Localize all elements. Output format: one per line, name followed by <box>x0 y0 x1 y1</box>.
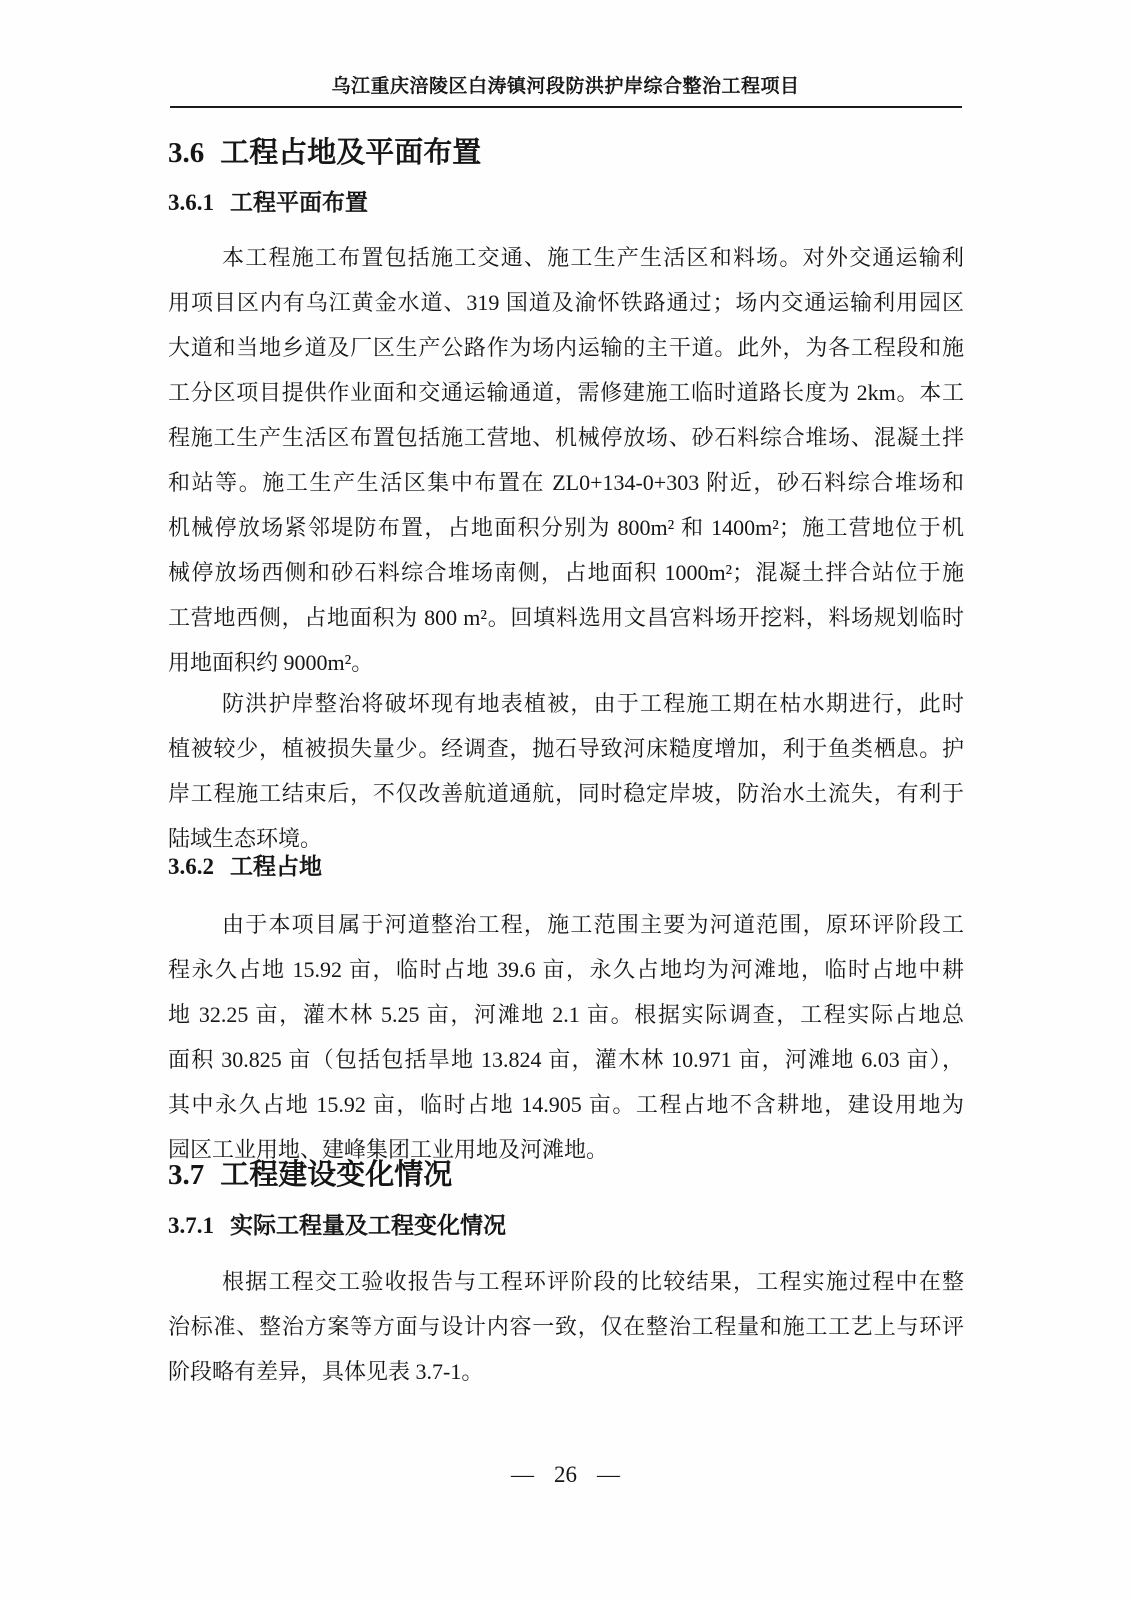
footer-dash-left: — <box>511 1462 534 1487</box>
text-line: 防洪护岸整治将破坏现有地表植被，由于工程施工期在枯水期进行，此时 <box>222 691 964 716</box>
paragraph-site-layout <box>168 235 964 685</box>
section-number: 3.7.1 <box>168 1213 214 1238</box>
text-line: 其中永久占地 15.92 亩，临时占地 14.905 亩。工程占地不含耕地，建设用地为 <box>168 1092 964 1117</box>
section-number: 3.7 <box>168 1159 205 1191</box>
section-heading-3-7 <box>168 1158 964 1192</box>
text-line: 阶段略有差异，具体见表 3.7-1。 <box>168 1359 484 1384</box>
text-line: 根据工程交工验收报告与工程环评阶段的比较结果，工程实施过程中在整 <box>222 1269 964 1294</box>
paragraph-land-occupation <box>168 902 964 1172</box>
section-heading-3-6 <box>168 136 964 170</box>
text-line: 用地面积约 9000m²。 <box>168 650 374 675</box>
text-line: 园区工业用地、建峰集团工业用地及河滩地。 <box>168 1137 609 1162</box>
text-line: 程施工生产生活区布置包括施工营地、机械停放场、砂石料综合堆场、混凝土拌 <box>168 425 964 450</box>
paragraph-project-changes <box>168 1259 964 1394</box>
text-line: 机械停放场紧邻堤防布置，占地面积分别为 800m² 和 1400m²；施工营地位于机 <box>168 515 964 540</box>
text-line: 陆域生态环境。 <box>168 826 323 851</box>
section-title: 工程平面布置 <box>230 190 368 215</box>
section-number: 3.6.2 <box>168 854 214 879</box>
text-line: 面积 30.825 亩（包括包括旱地 13.824 亩，灌木林 10.971 亩，河滩地 6.03 亩）， <box>168 1047 964 1072</box>
page-number: 26 <box>554 1462 577 1487</box>
footer-dash-right: — <box>597 1462 620 1487</box>
text-line: 本工程施工布置包括施工交通、施工生产生活区和料场。对外交通运输利 <box>222 245 964 270</box>
text-line: 程永久占地 15.92 亩，临时占地 39.6 亩，永久占地均为河滩地，临时占地中耕 <box>168 957 964 982</box>
section-number: 3.6 <box>168 137 205 169</box>
text-line: 和站等。施工生产生活区集中布置在 ZL0+134-0+303 附近，砂石料综合堆场和 <box>168 470 964 495</box>
header-rule <box>170 106 962 108</box>
text-line: 岸工程施工结束后，不仅改善航道通航，同时稳定岸坡，防治水土流失，有利于 <box>168 781 964 806</box>
page-footer <box>0 1460 1131 1490</box>
section-title: 工程占地及平面布置 <box>220 137 482 169</box>
section-title: 实际工程量及工程变化情况 <box>230 1213 506 1238</box>
text-line: 工营地西侧，占地面积为 800 m²。回填料选用文昌宫料场开挖料，料场规划临时 <box>168 605 964 630</box>
paragraph-vegetation-impact <box>168 681 964 861</box>
section-number: 3.6.1 <box>168 190 214 215</box>
section-heading-3-6-1 <box>168 189 964 217</box>
page-header-title: 乌江重庆涪陵区白涛镇河段防洪护岸综合整治工程项目 <box>331 76 800 97</box>
text-line: 工分区项目提供作业面和交通运输通道，需修建施工临时道路长度为 2km。本工 <box>168 380 964 405</box>
text-line: 用项目区内有乌江黄金水道、319 国道及渝怀铁路通过；场内交通运输利用园区 <box>168 290 964 315</box>
text-line: 械停放场西侧和砂石料综合堆场南侧，占地面积 1000m²；混凝土拌合站位于施 <box>168 560 964 585</box>
text-line: 地 32.25 亩，灌木林 5.25 亩，河滩地 2.1 亩。根据实际调查，工程实际占地总 <box>168 1002 964 1027</box>
text-line: 大道和当地乡道及厂区生产公路作为场内运输的主干道。此外，为各工程段和施 <box>168 335 964 360</box>
section-title: 工程占地 <box>230 854 322 879</box>
section-title: 工程建设变化情况 <box>220 1159 453 1191</box>
text-line: 植被较少，植被损失量少。经调查，抛石导致河床糙度增加，利于鱼类栖息。护 <box>168 736 964 761</box>
section-heading-3-7-1 <box>168 1212 964 1240</box>
section-heading-3-6-2 <box>168 853 964 881</box>
text-line: 由于本项目属于河道整治工程，施工范围主要为河道范围，原环评阶段工 <box>222 912 964 937</box>
text-line: 治标准、整治方案等方面与设计内容一致，仅在整治工程量和施工工艺上与环评 <box>168 1314 964 1339</box>
